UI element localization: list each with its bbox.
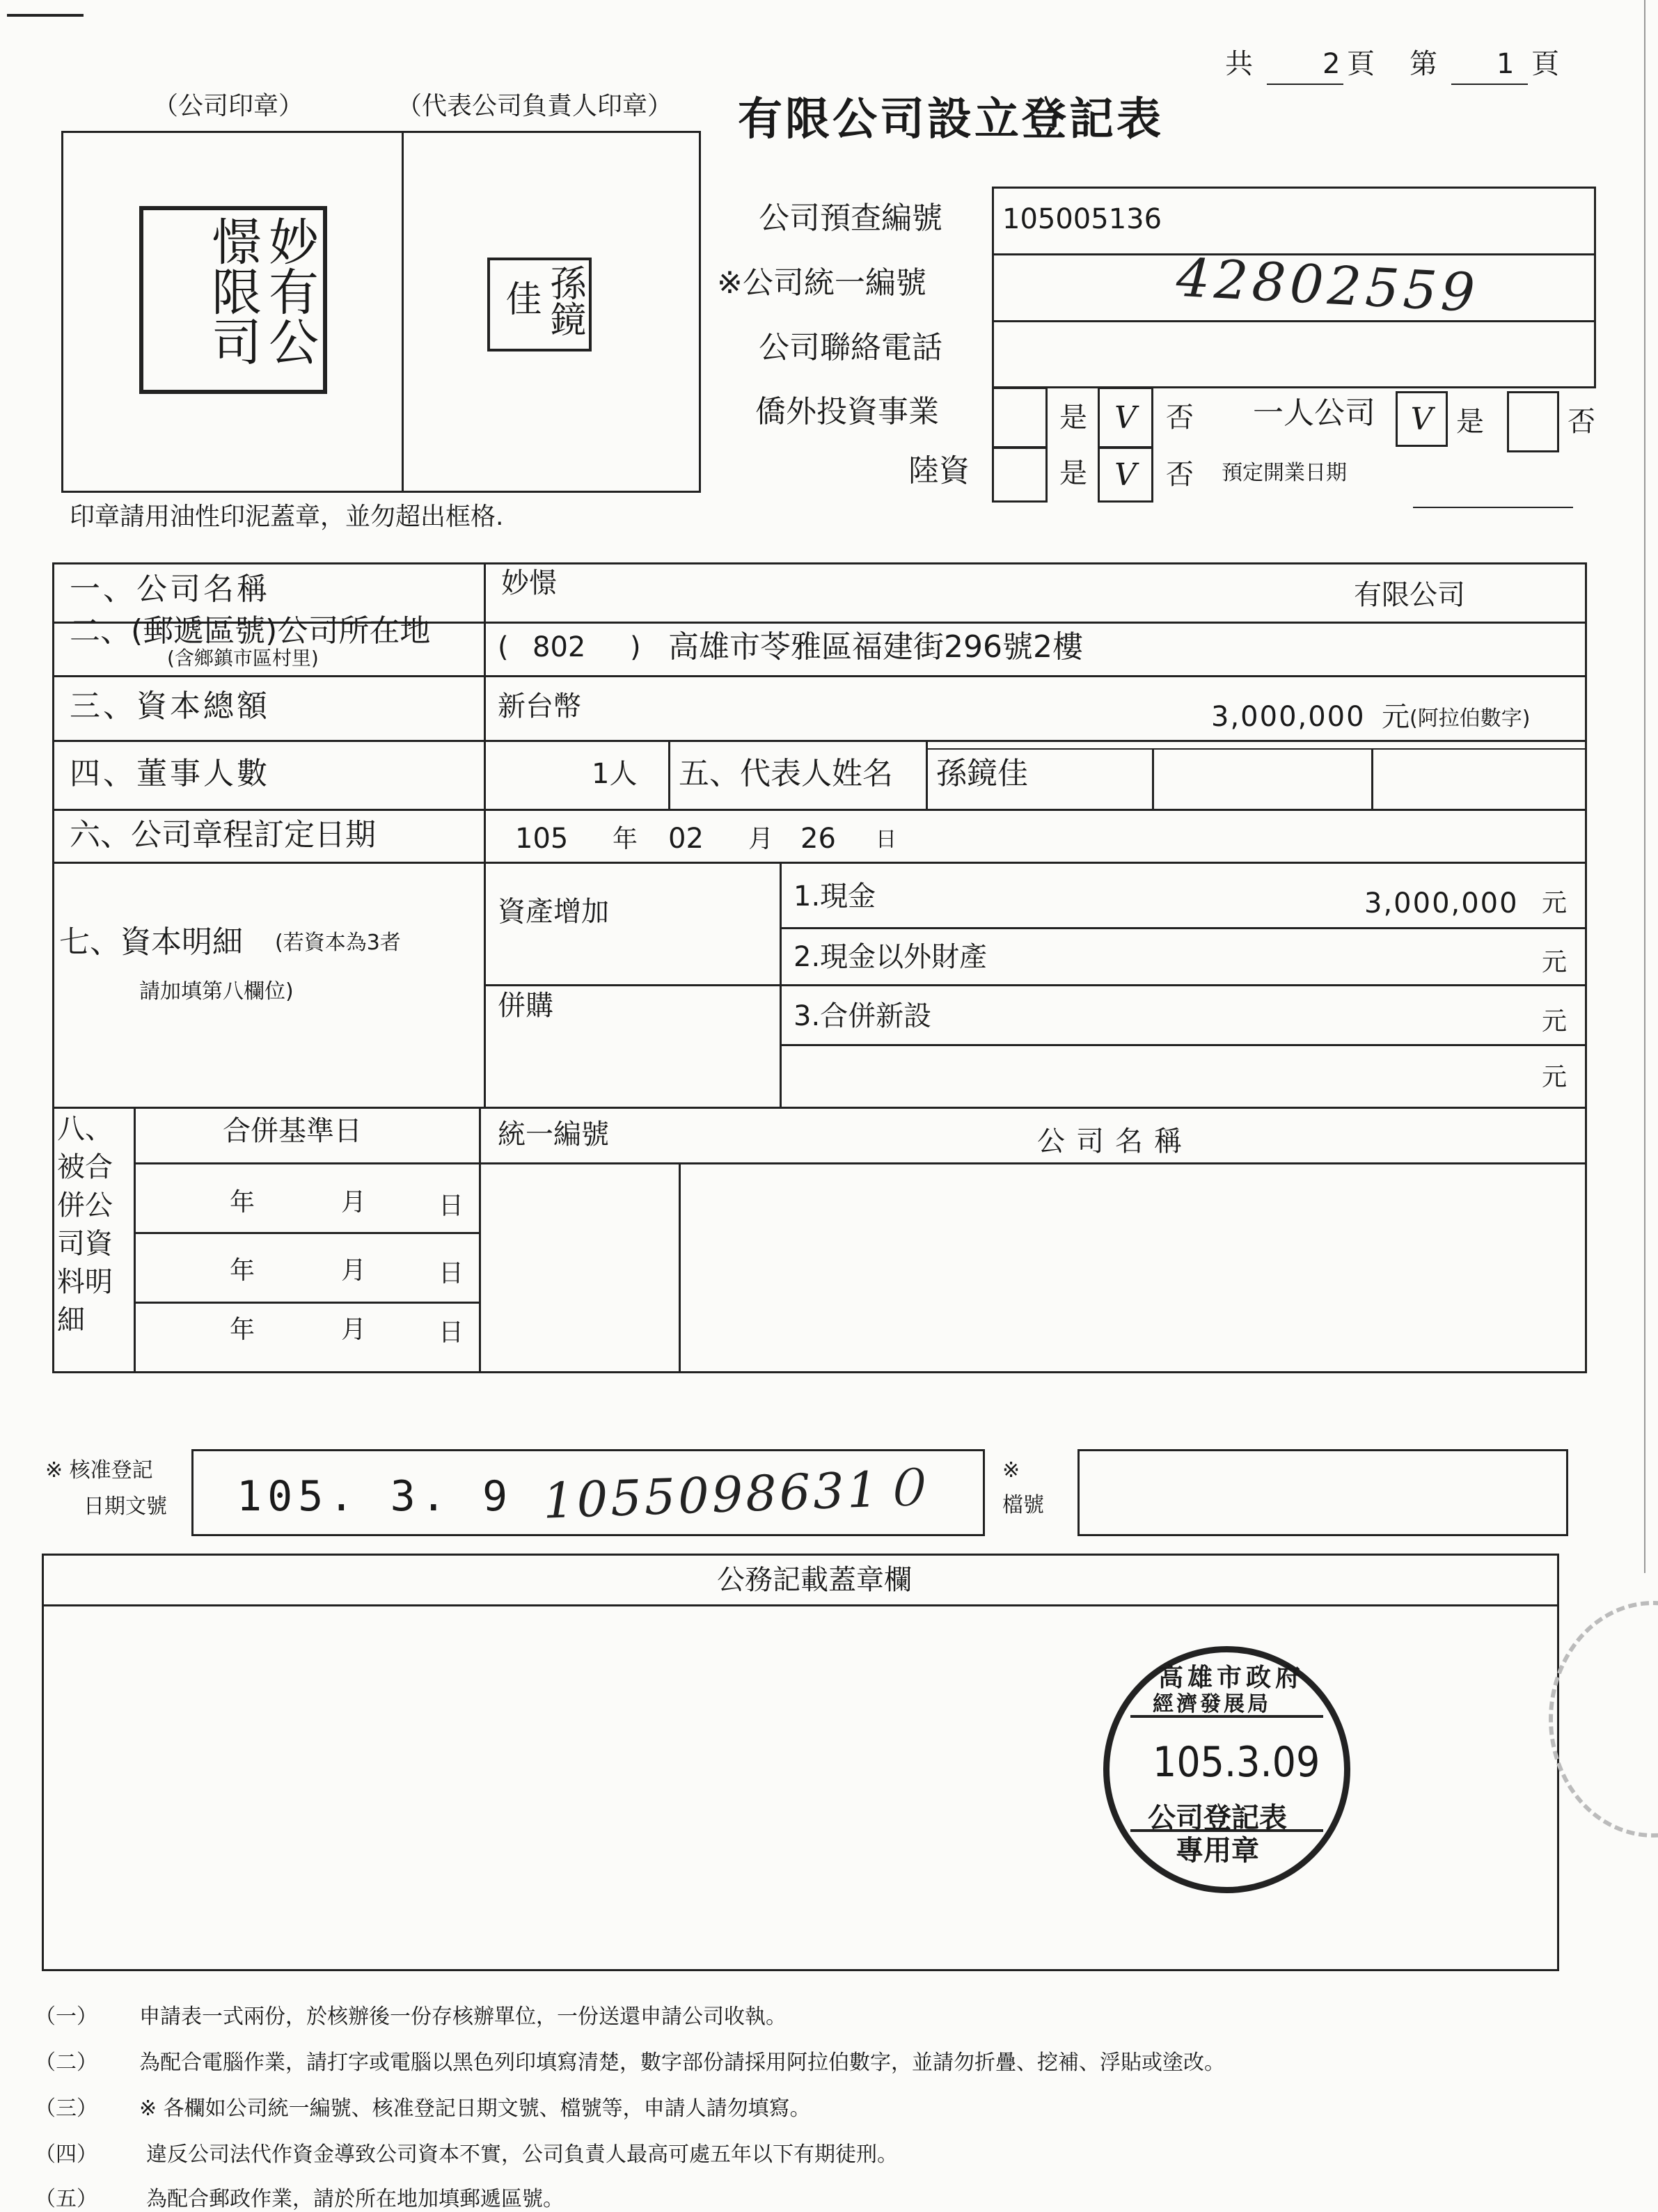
overseas-label: 僑外投資事業 xyxy=(755,394,939,429)
footnote-3-num: （三） xyxy=(35,2096,97,2121)
r8-col3-divider xyxy=(679,1162,681,1373)
r1-suffix: 有限公司 xyxy=(1354,579,1465,611)
form-title: 有限公司設立登記表 xyxy=(738,93,1164,145)
official-seal-bottom-1: 公司登記表 xyxy=(1148,1801,1287,1834)
r7-item-line-2 xyxy=(780,984,1587,986)
r6-year[interactable]: 105 xyxy=(515,823,569,855)
footnote-1 xyxy=(35,1999,787,2030)
r2-label: 二、(郵遞區號)公司所在地 xyxy=(70,613,431,649)
scan-edge-line xyxy=(1644,0,1645,1573)
r3-amount[interactable]: 3,000,000 xyxy=(1211,701,1366,733)
rep-seal-text-right: 孫鏡 xyxy=(544,264,585,337)
approval-label-1: ※ 核准登記 xyxy=(45,1458,153,1483)
file-number-box xyxy=(1077,1449,1568,1536)
r8-label-line-3: 併公 xyxy=(57,1190,113,1222)
asset-increase-label: 資產增加 xyxy=(498,896,609,928)
r4-divider-1 xyxy=(668,740,670,809)
r3-note: (阿拉伯數字) xyxy=(1410,706,1531,731)
overseas-no-label: 否 xyxy=(1166,402,1194,434)
footnote-2-text: 為配合電腦作業，請打字或電腦以黑色列印填寫清楚，數字部份請採用阿拉伯數字，並請勿折疊、挖補、浮貼或塗改。 xyxy=(139,2051,1225,2075)
official-seal-bottom-2: 專用章 xyxy=(1176,1834,1259,1867)
footnote-1-text: 申請表一式兩份，於核辦後一份存核辦單位，一份送還申請公司收執。 xyxy=(139,2005,787,2029)
overseas-no-checkbox[interactable]: V xyxy=(1098,387,1153,448)
footnote-5 xyxy=(35,2181,564,2212)
r5-value[interactable]: 孫鏡佳 xyxy=(936,756,1028,791)
official-seal-sub: 經濟發展局 xyxy=(1153,1692,1271,1716)
official-header-line xyxy=(42,1604,1559,1606)
row-line-5 xyxy=(52,862,1587,864)
r8-row2-year: 年 xyxy=(230,1256,255,1285)
r7-note2: 請加填第八欄位) xyxy=(139,979,294,1004)
open-date-label: 預定開業日期 xyxy=(1222,461,1347,485)
page-current-value: 1 xyxy=(1497,48,1515,80)
r8-row2-day: 日 xyxy=(439,1259,464,1288)
row-line-3 xyxy=(52,740,1587,742)
file-mark: ※ xyxy=(1002,1458,1020,1483)
r1-label: 一、公司名稱 xyxy=(70,571,270,607)
approval-doc-no: 1055098631０ xyxy=(542,1459,933,1530)
item4-unit: 元 xyxy=(1542,1063,1568,1091)
item1-amount[interactable]: 3,000,000 xyxy=(1364,887,1519,919)
approval-label-2: 日期文號 xyxy=(84,1494,167,1519)
row-line-7 xyxy=(52,1107,1587,1109)
item3-unit: 元 xyxy=(1542,1007,1568,1036)
item2-label: 2.現金以外財產 xyxy=(794,941,988,973)
r8-row3-year: 年 xyxy=(230,1316,255,1344)
item2-unit: 元 xyxy=(1542,948,1568,977)
r8-row2-month: 月 xyxy=(341,1256,367,1285)
footnote-2-num: （二） xyxy=(35,2051,97,2075)
item1-unit: 元 xyxy=(1542,889,1568,917)
page-current-underline xyxy=(1451,84,1528,85)
seal-note: 印章請用油性印泥蓋章，並勿超出框格. xyxy=(70,503,504,531)
footnote-4-num: （四） xyxy=(35,2142,97,2167)
approval-date: 105. 3. 9 xyxy=(237,1472,514,1521)
r4-divider-4 xyxy=(1371,748,1373,809)
page-total-unit: 頁 xyxy=(1347,48,1375,80)
page-current-unit: 頁 xyxy=(1531,48,1559,80)
prereview-value[interactable]: 105005136 xyxy=(1002,203,1162,235)
r4-inner-top xyxy=(926,748,1587,750)
r2-sublabel: (含鄉鎮市區村里) xyxy=(167,647,319,670)
footnote-5-text: 為配合郵政作業，請於所在地加填郵遞區號。 xyxy=(146,2187,564,2211)
official-seal xyxy=(1103,1646,1350,1893)
rep-seal-text-left: 佳 xyxy=(499,280,541,316)
file-label: 檔號 xyxy=(1002,1493,1044,1517)
r8-row3-day: 日 xyxy=(439,1318,464,1347)
r8-col2-divider xyxy=(479,1107,481,1373)
r7-group-divider xyxy=(484,984,780,986)
mainland-yes-label: 是 xyxy=(1059,457,1087,489)
r2-zip-close: ) xyxy=(630,631,641,663)
r6-label: 六、公司章程訂定日期 xyxy=(70,817,376,853)
r4-divider-2 xyxy=(926,740,928,809)
open-date-underline xyxy=(1413,507,1573,508)
r2-zip[interactable]: 802 xyxy=(532,631,586,663)
r6-day[interactable]: 26 xyxy=(800,823,836,855)
one-person-label: 一人公司 xyxy=(1253,395,1375,431)
official-seal-date: 105.3.09 xyxy=(1153,1738,1320,1787)
company-seal-label: （公司印章） xyxy=(153,92,304,120)
label-col-divider xyxy=(484,562,486,1107)
overseas-yes-label: 是 xyxy=(1059,402,1087,434)
r7-note1: (若資本為3者 xyxy=(275,931,401,955)
r6-year-unit: 年 xyxy=(613,825,638,853)
one-person-no-checkbox[interactable] xyxy=(1507,391,1559,452)
r6-month-unit: 月 xyxy=(748,825,774,853)
r3-currency: 新台幣 xyxy=(498,690,581,722)
row-line-4 xyxy=(52,809,1587,811)
r1-value[interactable]: 妙憬 xyxy=(501,567,557,599)
one-person-yes-checkbox[interactable]: V xyxy=(1396,391,1448,447)
r8-row-line-2 xyxy=(134,1302,479,1304)
company-seal-stamp xyxy=(139,206,327,394)
footnote-3-text: ※ 各欄如公司統一編號、核准登記日期文號、檔號等，申請人請勿填寫。 xyxy=(139,2096,811,2121)
company-seal-text-left: 憬限司 xyxy=(203,216,262,366)
page-total-label: 共 xyxy=(1225,48,1253,80)
r8-col3-header: 公司名稱 xyxy=(1037,1125,1193,1158)
footnote-1-num: （一） xyxy=(35,2005,97,2029)
overseas-yes-checkbox[interactable] xyxy=(992,387,1048,448)
r8-label xyxy=(57,1110,134,1340)
r8-row1-year: 年 xyxy=(230,1188,255,1217)
r8-row3-month: 月 xyxy=(341,1316,367,1344)
r8-label-divider xyxy=(134,1107,136,1373)
mainland-yes-checkbox[interactable] xyxy=(992,447,1048,503)
one-person-no-label: 否 xyxy=(1568,406,1595,438)
r8-label-line-2: 被合 xyxy=(57,1151,113,1183)
phone-label: 公司聯絡電話 xyxy=(759,330,942,365)
mainland-no-checkbox[interactable]: V xyxy=(1098,447,1153,503)
unified-number-label: ※公司統一編號 xyxy=(717,265,926,301)
r8-label-line-6: 細 xyxy=(57,1304,85,1336)
r8-header-line xyxy=(134,1162,1587,1164)
footnote-5-num: （五） xyxy=(35,2187,97,2211)
r8-label-line-4: 司資 xyxy=(57,1228,113,1260)
rep-seal-stamp xyxy=(487,258,592,351)
r8-label-line-1: 八、 xyxy=(57,1113,113,1145)
r7-label: 七、資本明細 xyxy=(59,924,243,960)
r8-row-line-1 xyxy=(134,1232,479,1234)
r8-row1-month: 月 xyxy=(341,1188,367,1217)
r5-label: 五、代表人姓名 xyxy=(679,756,893,791)
mainland-no-label: 否 xyxy=(1166,459,1194,491)
r8-col1-header: 合併基準日 xyxy=(223,1115,362,1147)
rep-seal-label: （代表公司負責人印章） xyxy=(397,92,673,120)
item1-label: 1.現金 xyxy=(794,880,876,913)
r8-row1-day: 日 xyxy=(439,1192,464,1220)
prereview-label: 公司預查編號 xyxy=(759,200,942,236)
r8-label-line-5: 料明 xyxy=(57,1266,113,1298)
company-seal-text-right: 妙有公 xyxy=(260,216,319,366)
page-total-underline xyxy=(1267,84,1343,85)
one-person-yes-label: 是 xyxy=(1456,406,1484,438)
scan-mark xyxy=(7,14,84,17)
official-seal-top: 高雄市政府 xyxy=(1158,1663,1305,1692)
footnote-3 xyxy=(35,2091,811,2122)
page-total-value: 2 xyxy=(1323,48,1341,80)
r4-divider-3 xyxy=(1152,748,1154,809)
header-line-2 xyxy=(992,320,1596,322)
row-line-2 xyxy=(52,675,1587,677)
footnote-4-text: 違反公司法代作資金導致公司資本不實，公司負責人最高可處五年以下有期徒刑。 xyxy=(146,2142,898,2167)
r4-value[interactable]: 1人 xyxy=(592,758,638,790)
footnote-2 xyxy=(35,2045,1225,2076)
unified-number-value[interactable]: 42802559 xyxy=(1174,246,1481,324)
official-title: 公務記載蓋章欄 xyxy=(717,1564,912,1596)
r3-unit: 元 xyxy=(1382,701,1410,733)
r8-col2-header: 統一編號 xyxy=(498,1119,609,1151)
r6-month[interactable]: 02 xyxy=(668,823,704,855)
r2-address[interactable]: 高雄市苓雅區福建街296號2樓 xyxy=(668,629,1083,665)
footnote-4 xyxy=(35,2137,898,2167)
r6-day-unit: 日 xyxy=(876,828,897,852)
item3-label: 3.合併新設 xyxy=(794,1000,932,1032)
merger-label: 併購 xyxy=(498,990,553,1022)
r4-label: 四、董事人數 xyxy=(70,756,270,791)
r7-item-line-3 xyxy=(780,1044,1587,1046)
partial-seal-right xyxy=(1549,1601,1658,1838)
r3-label: 三、資本總額 xyxy=(70,688,270,724)
r7-item-line-1 xyxy=(780,927,1587,929)
r2-zip-open: ( xyxy=(498,631,509,663)
mainland-label: 陸資 xyxy=(908,453,970,489)
page-current-label: 第 xyxy=(1410,48,1437,80)
